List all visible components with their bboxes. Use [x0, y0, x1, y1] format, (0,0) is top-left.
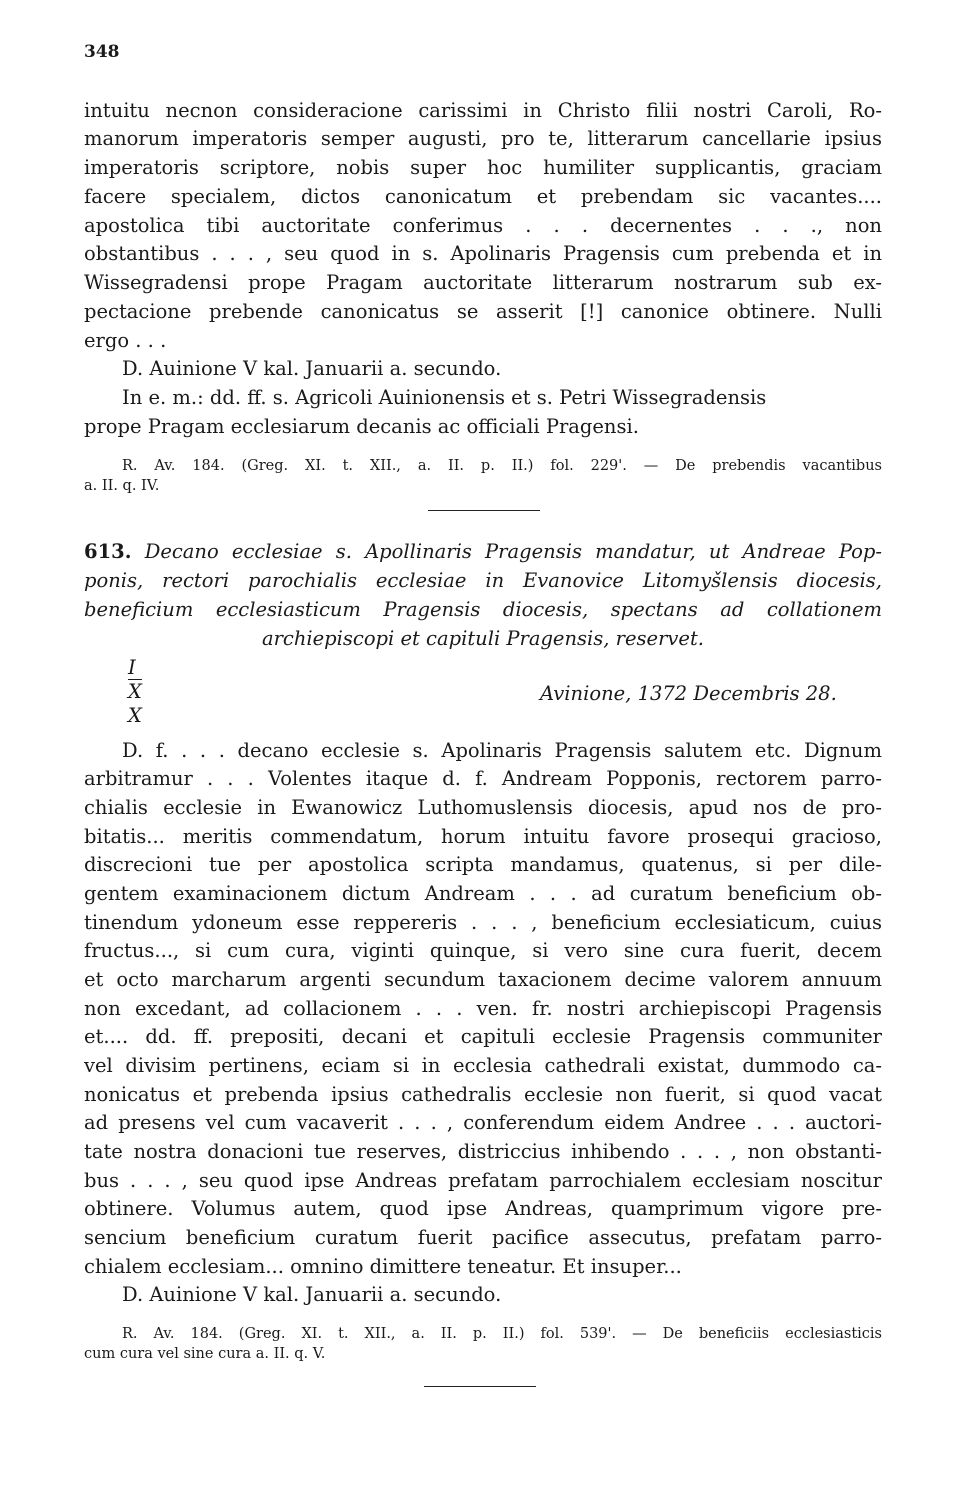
section-divider: [424, 1386, 536, 1387]
footnote-line: a. II. q. IV.: [84, 478, 160, 494]
entry-heading-line: [84, 538, 882, 566]
text-line: obstantibus . . . , seu quod in s. Apolinaris Pragensis cum prebenda et in: [84, 242, 882, 265]
text-line: facere specialem, dictos canonicatum et prebendam sic vacantes....: [84, 185, 882, 208]
date-line: D. Auinione V kal. Januarii a. secundo.: [122, 1283, 502, 1306]
text-line: imperatoris scriptore, nobis super hoc humiliter supplicantis, graciam: [84, 156, 882, 179]
text-line: ad presens vel cum vacaverit . . . , conferendum eidem Andree . . . auctori-: [84, 1111, 882, 1134]
text-line: apostolica tibi auctoritate conferimus . . . decernentes . . ., non: [84, 214, 882, 237]
date-fraction-middle: $\overline{X}$: [128, 680, 142, 703]
page-number: 348: [84, 42, 120, 62]
place-date: Avinione, 1372 Decembris 28.: [540, 682, 837, 705]
in-eundem-modum-line: In e. m.: dd. ff. s. Agricoli Auinionensis et s. Petri Wissegradensis: [122, 386, 767, 409]
entry-heading-line: archiepiscopi et capituli Pragensis, reservet.: [261, 627, 705, 650]
footnote-line: R. Av. 184. (Greg. XI. t. XII., a. II. p. II.) fol. 539'. — De beneficiis ecclesiasticis: [122, 1326, 882, 1342]
date-line: D. Auinione V kal. Januarii a. secundo.: [122, 357, 502, 380]
entry-heading-line: beneficium ecclesiasticum Pragensis diocesis, spectans ad collationem: [84, 598, 882, 621]
date-fraction-top: I: [128, 656, 136, 679]
text-line: fructus..., si cum cura, viginti quinque, si vero sine cura fuerit, decem: [84, 939, 882, 962]
entry-number: 613.: [84, 540, 132, 563]
footnote-line: R. Av. 184. (Greg. XI. t. XII., a. II. p. II.) fol. 229'. — De prebendis vacantibus: [122, 458, 882, 474]
date-fraction-bottom: X: [128, 704, 142, 727]
section-divider: [428, 510, 540, 511]
text-line: gentem examinacionem dictum Andream . . . ad curatum beneficium ob-: [84, 882, 882, 905]
text-line: intuitu necnon consideracione carissimi in Christo filii nostri Caroli, Ro-: [84, 99, 882, 122]
entry-heading-text: Decano ecclesiae s. Apollinaris Pragensis mandatur, ut Andreae Pop-: [144, 540, 882, 563]
text-line: non excedant, ad collacionem . . . ven. fr. nostri archiepiscopi Pragensis: [84, 997, 882, 1020]
text-line: bitatis... meritis commendatum, horum intuitu favore prosequi gracioso,: [84, 825, 882, 848]
entry-heading-line: ponis, rectori parochialis ecclesiae in Evanovice Litomyšlensis diocesis,: [84, 569, 882, 592]
date-fraction: [128, 656, 142, 728]
text-line: prope Pragam ecclesiarum decanis ac officiali Pragensi.: [84, 415, 639, 438]
text-line: vel divisim pertinens, eciam si in ecclesia cathedrali existat, dummodo ca-: [84, 1054, 882, 1077]
text-line: et octo marcharum argenti secundum taxacionem decime valorem annuum: [84, 968, 882, 991]
text-line: bus . . . , seu quod ipse Andreas prefatam parrochialem ecclesiam noscitur: [84, 1169, 882, 1192]
text-line: obtinere. Volumus autem, quod ipse Andreas, quamprimum vigore pre-: [84, 1197, 882, 1220]
text-line: arbitramur . . . Volentes itaque d. f. Andream Popponis, rectorem parro-: [84, 767, 882, 790]
text-line: nonicatus et prebenda ipsius cathedralis ecclesie non fuerit, si quod vacat: [84, 1083, 882, 1106]
text-line: chialis ecclesie in Ewanowicz Luthomuslensis diocesis, apud nos de pro-: [84, 796, 882, 819]
text-line: sencium beneficium curatum fuerit pacifice assecutus, prefatam parro-: [84, 1226, 882, 1249]
text-line: discrecioni tue per apostolica scripta mandamus, quatenus, si per dile-: [84, 853, 882, 876]
text-line: pectacione prebende canonicatus se asserit [!] canonice obtinere. Nulli: [84, 300, 882, 323]
text-line: et.... dd. ff. prepositi, decani et capituli ecclesie Pragensis communiter: [84, 1025, 882, 1048]
text-line: Wissegradensi prope Pragam auctoritate litterarum nostrarum sub ex-: [84, 271, 882, 294]
text-line: chialem ecclesiam... omnino dimittere teneatur. Et insuper...: [84, 1255, 682, 1278]
text-line: tinendum ydoneum esse reppereris . . . , beneficium ecclesiaticum, cuius: [84, 911, 882, 934]
footnote-line: cum cura vel sine cura a. II. q. V.: [84, 1346, 326, 1362]
text-line: tate nostra donacioni tue reserves, districcius inhibendo . . . , non obstanti-: [84, 1140, 882, 1163]
text-line: ergo . . .: [84, 329, 167, 352]
text-line: D. f. . . . decano ecclesie s. Apolinaris Pragensis salutem etc. Dignum: [122, 739, 882, 762]
text-line: manorum imperatoris semper augusti, pro te, litterarum cancellarie ipsius: [84, 127, 882, 150]
